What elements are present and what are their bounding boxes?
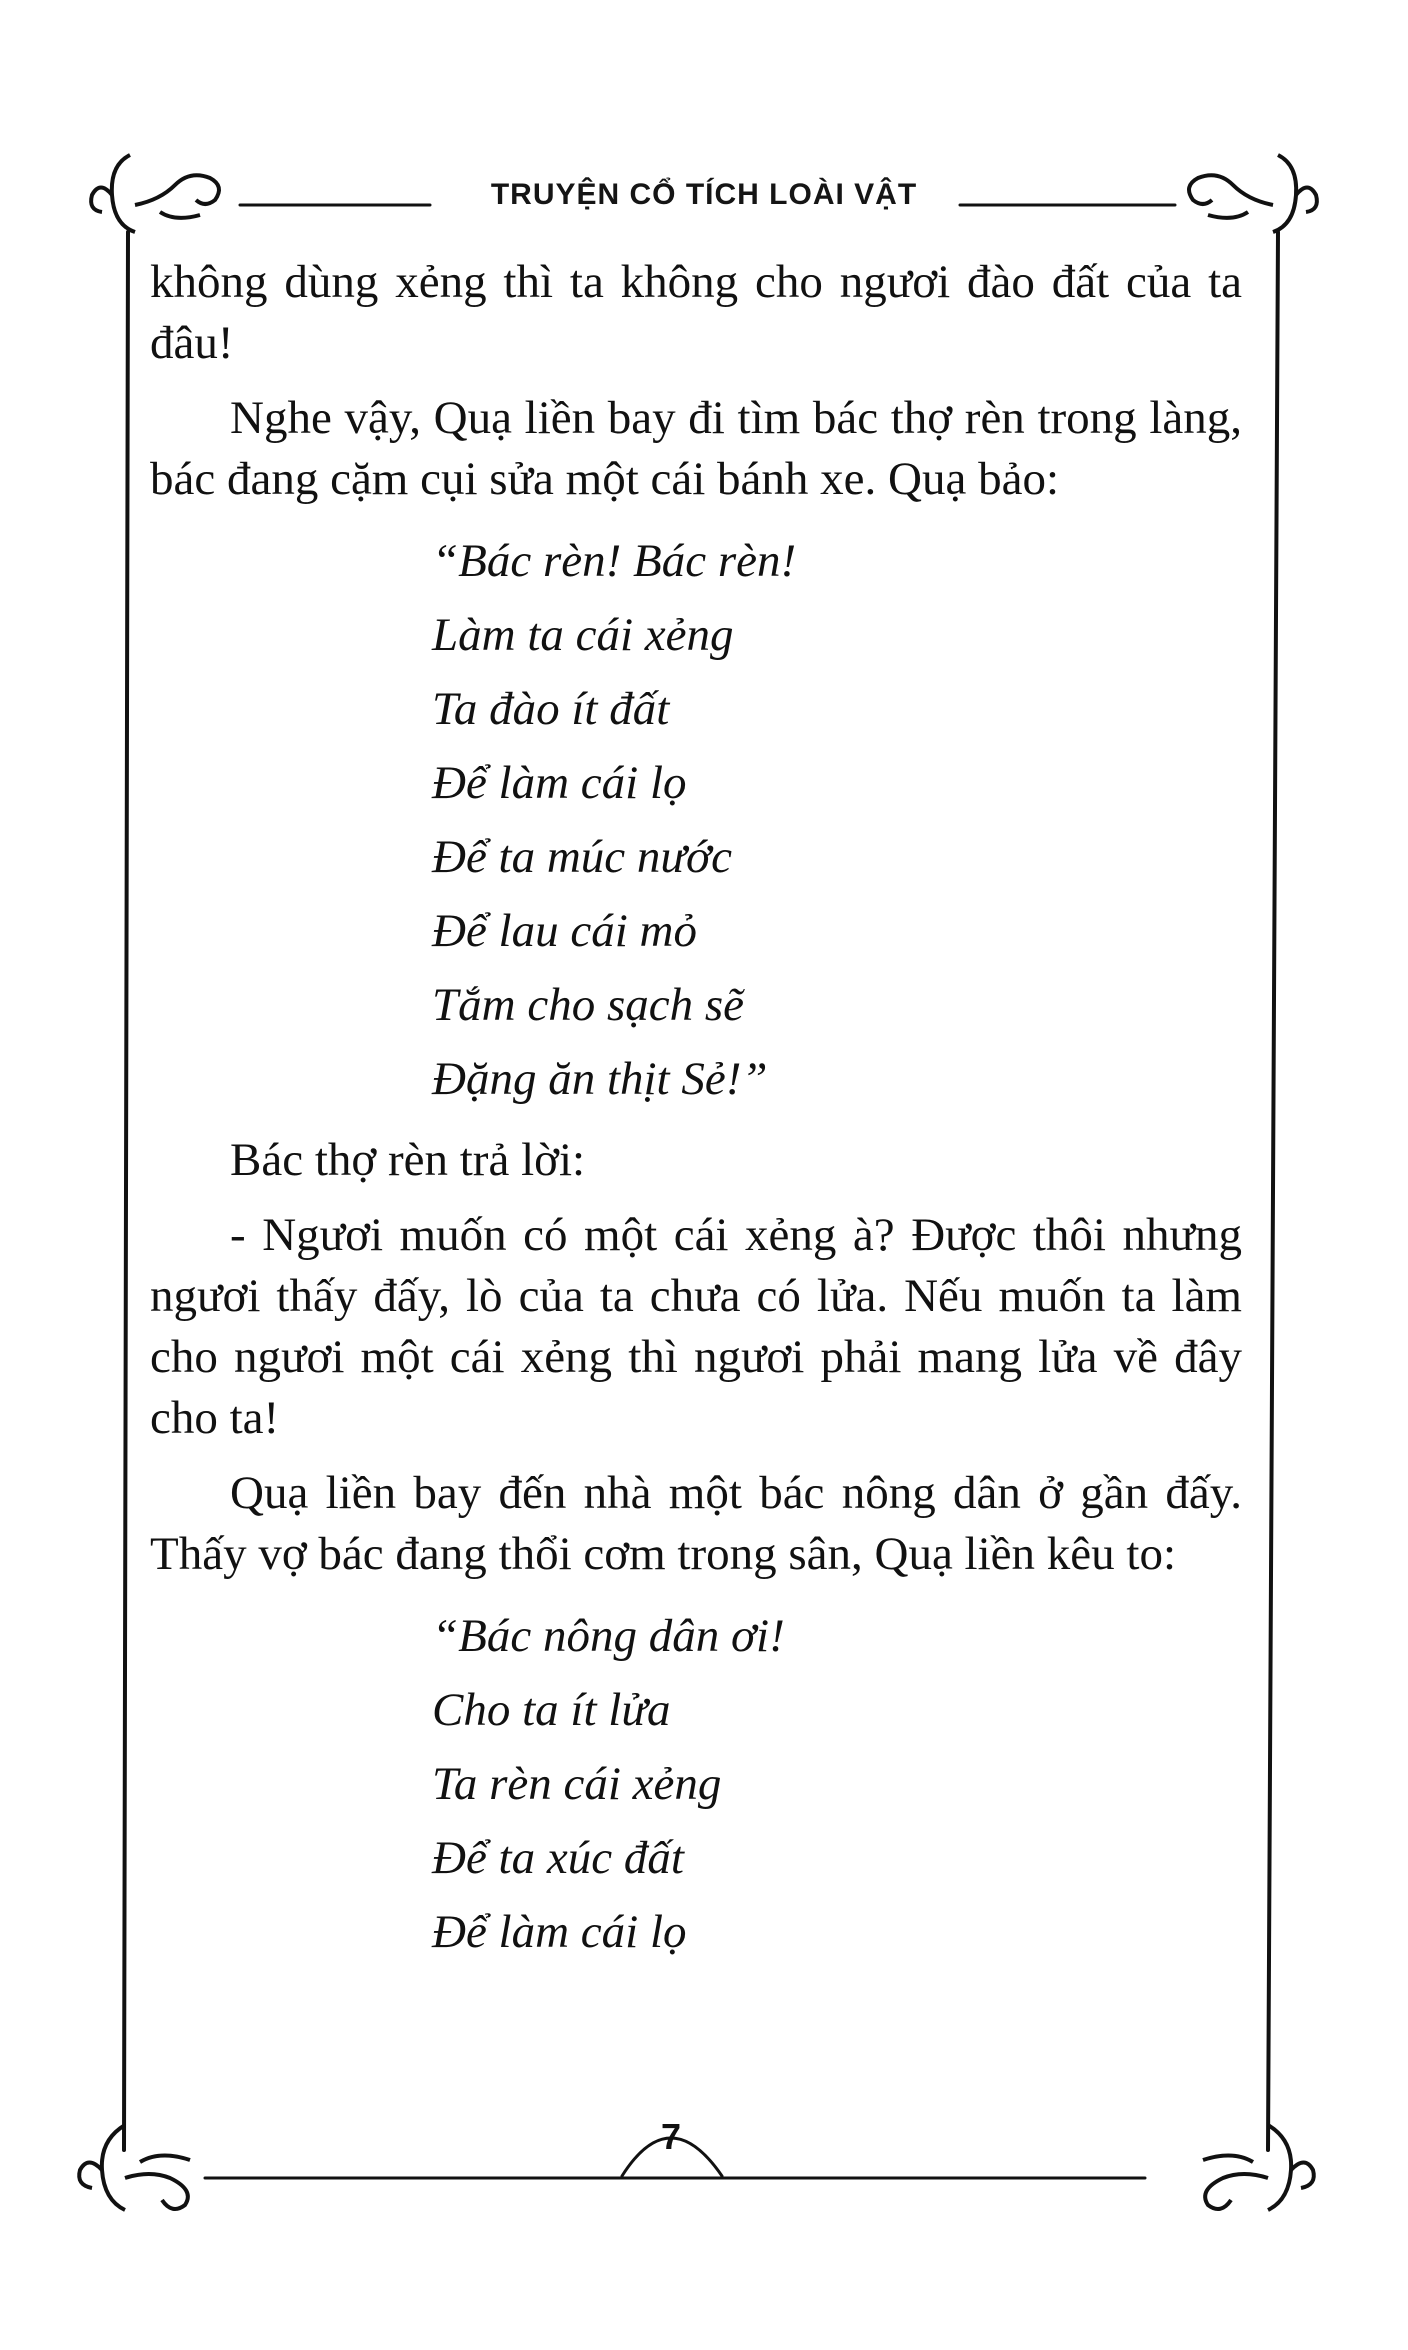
- border-right-line: [1268, 232, 1278, 2150]
- verse-line: Cho ta ít lửa: [432, 1684, 671, 1736]
- paragraph-4: - Ngươi muốn có một cái xẻng à? Được thôi nhưng ngươi thấy đấy, lò của ta chưa có lửa. Nếu muốn ta làm cho ngươi một cái xẻng thì ngươi phải mang lửa về đây cho ta!: [150, 1209, 1242, 1444]
- verse-line: Để ta múc nước: [432, 831, 732, 883]
- border-left-line: [124, 232, 128, 2150]
- paragraph-3: Bác thợ rèn trả lời:: [230, 1134, 586, 1186]
- verse-line: “Bác nông dân ơi!: [432, 1610, 785, 1662]
- running-header-title: TRUYỆN CỔ TÍCH LOÀI VẬT: [490, 178, 918, 211]
- ornament-bottom-right: [1203, 2125, 1314, 2210]
- ornament-bottom-left: [79, 2125, 190, 2210]
- verse-2: [150, 1599, 1242, 1969]
- verse-line: Ta rèn cái xẻng: [432, 1758, 722, 1810]
- verse-1: [150, 524, 1242, 1116]
- verse-line: Đặng ăn thịt Sẻ!”: [432, 1053, 768, 1105]
- verse-line: Để làm cái lọ: [432, 757, 687, 809]
- verse-line: Tắm cho sạch sẽ: [432, 979, 744, 1031]
- paragraph-2: Nghe vậy, Quạ liền bay đi tìm bác thợ rèn trong làng, bác đang cặm cụi sửa một cái bánh xe. Quạ bảo:: [150, 392, 1242, 505]
- verse-line: Để lau cái mỏ: [432, 905, 697, 957]
- verse-line: Để làm cái lọ: [432, 1906, 687, 1958]
- verse-line: Để ta xúc đất: [432, 1832, 684, 1884]
- page-number: 7: [660, 2116, 682, 2157]
- verse-line: Ta đào ít đất: [432, 683, 670, 735]
- paragraph-5: Quạ liền bay đến nhà một bác nông dân ở gần đấy. Thấy vợ bác đang thổi cơm trong sân, Quạ liền kêu to:: [150, 1467, 1242, 1580]
- verse-line: “Bác rèn! Bác rèn!: [432, 535, 797, 587]
- paragraph-1: không dùng xẻng thì ta không cho ngươi đào đất của ta đâu!: [150, 256, 1242, 369]
- page-content: [150, 252, 1242, 1983]
- verse-line: Làm ta cái xẻng: [432, 609, 734, 661]
